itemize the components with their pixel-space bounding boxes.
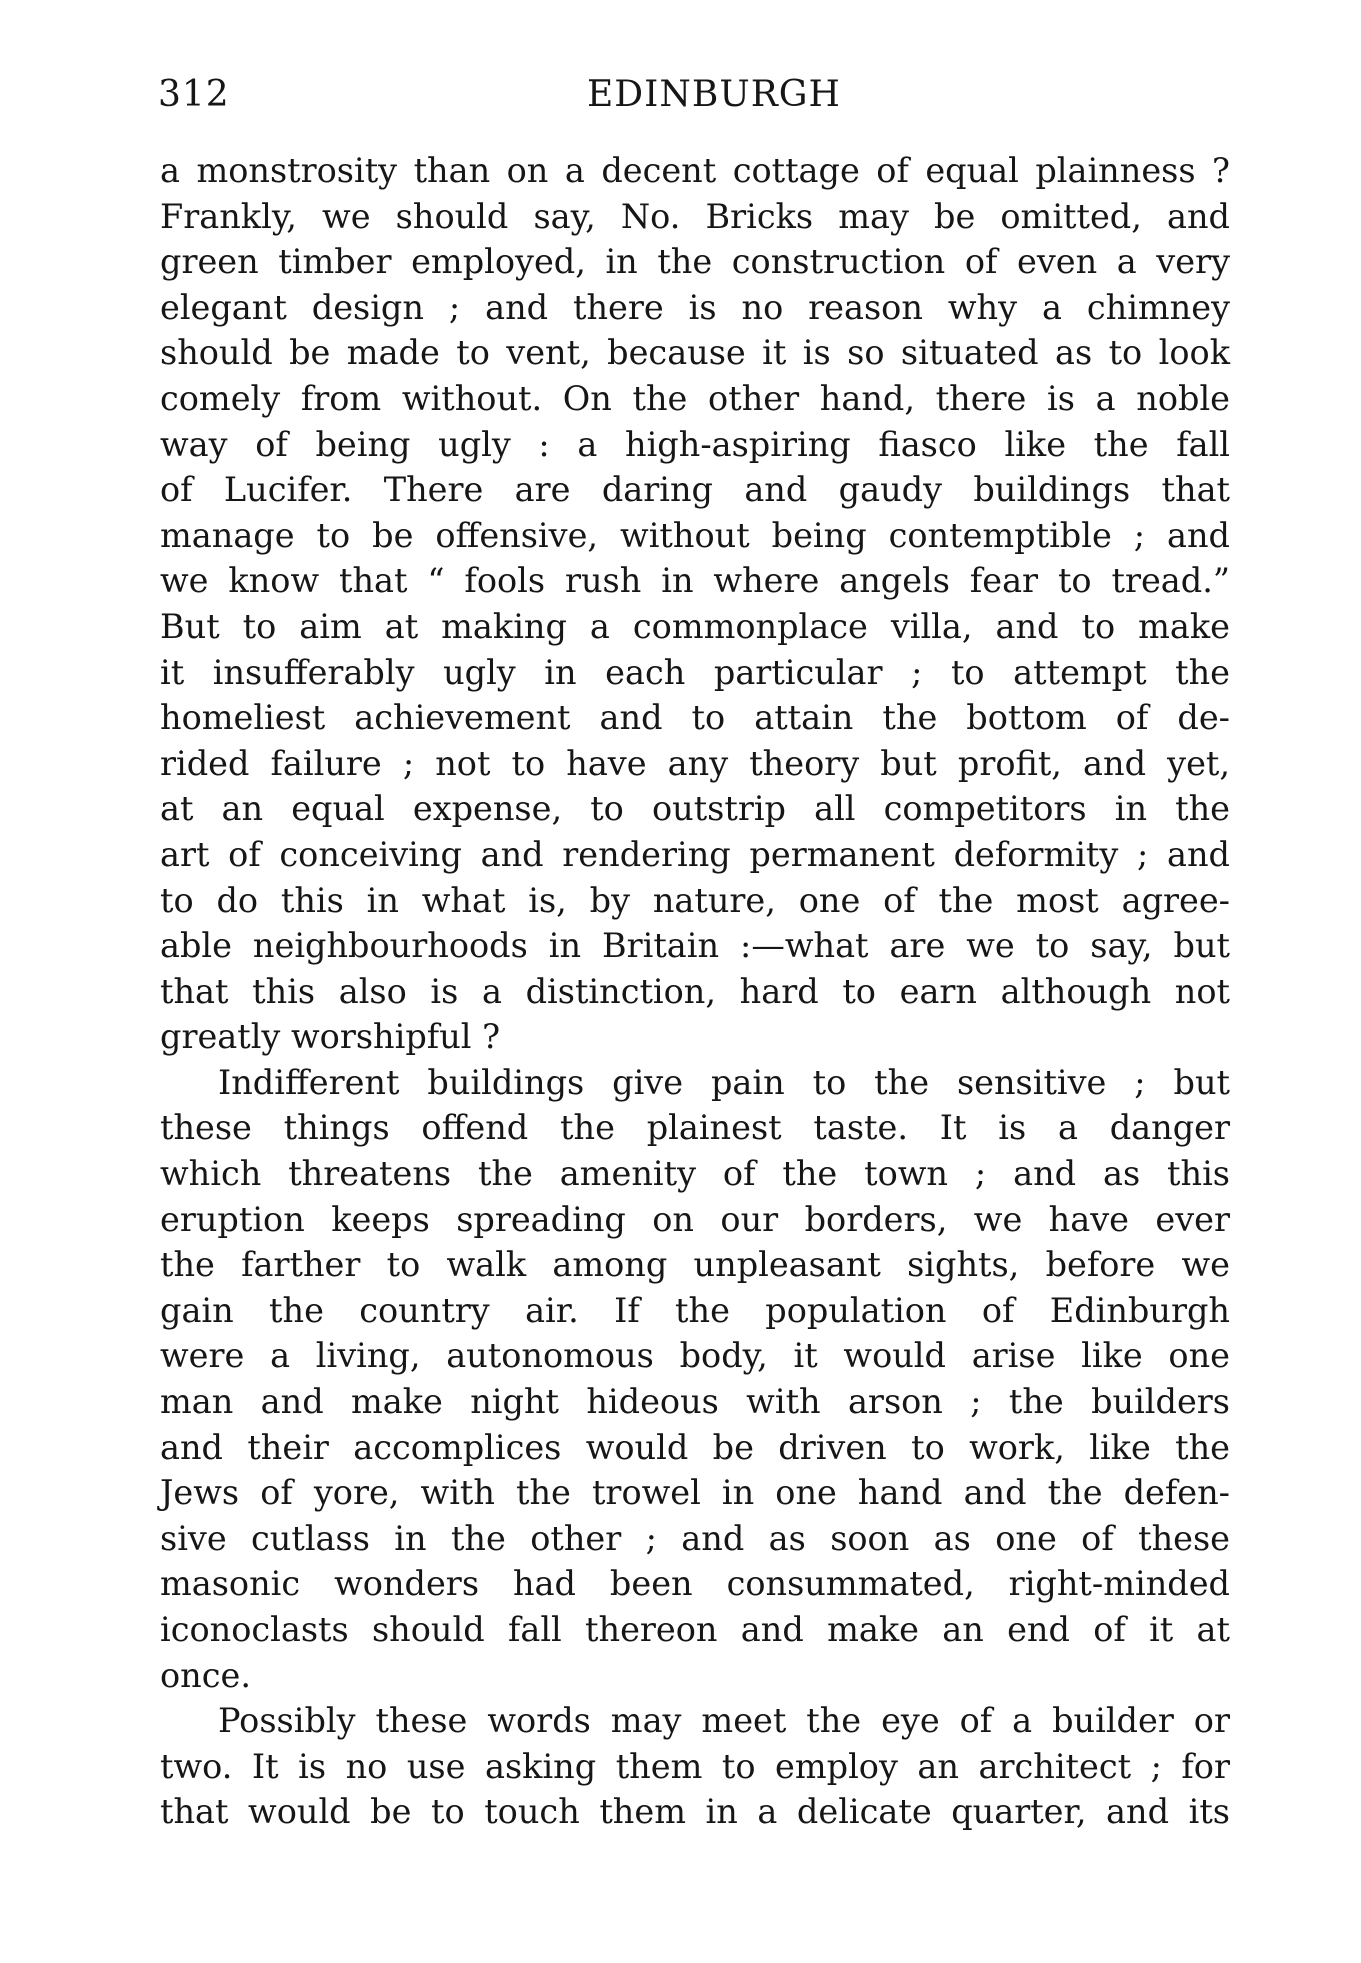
text-line: which threatens the amenity of the town ; and as this [160, 1154, 1230, 1194]
text-line: homeliest achievement and to attain the bottom of de- [160, 698, 1230, 738]
page-number: 312 [158, 74, 230, 115]
text-line: once. [160, 1655, 251, 1695]
text-line: able neighbourhoods in Britain :—what are we to say, but [160, 926, 1230, 966]
text-line: way of being ugly : a high-aspiring fiasco like the fall [160, 424, 1230, 464]
text-line: a monstrosity than on a decent cottage of equal plainness ? [160, 151, 1230, 190]
text-line: of Lucifer. There are daring and gaudy buildings that [160, 470, 1230, 510]
text-line: art of conceiving and rendering permanent deformity ; and [160, 834, 1230, 874]
text-line: eruption keeps spreading on our borders, we have ever [160, 1199, 1230, 1239]
text-line: that would be to touch them in a delicate quarter, and its [160, 1792, 1230, 1832]
text-line: comely from without. On the other hand, there is a noble [160, 378, 1230, 418]
text-line: rided failure ; not to have any theory but profit, and yet, [160, 743, 1230, 783]
text-line: the farther to walk among unpleasant sights, before we [160, 1245, 1230, 1285]
text-line: Indifferent buildings give pain to the sensitive ; but [218, 1062, 1230, 1102]
text-line: two. It is no use asking them to employ an architect ; for [160, 1746, 1230, 1786]
text-line: Jews of yore, with the trowel in one hand and the defen- [160, 1473, 1230, 1513]
text-line: these things offend the plainest taste. It is a danger [160, 1108, 1230, 1148]
text-line: to do this in what is, by nature, one of the most agree- [160, 880, 1230, 920]
text-line: man and make night hideous with arson ; the builders [160, 1382, 1230, 1422]
text-line: it insufferably ugly in each particular ; to attempt the [160, 652, 1230, 692]
text-line: at an equal expense, to outstrip all competitors in the [160, 789, 1230, 829]
text-line: sive cutlass in the other ; and as soon as one of these [160, 1518, 1230, 1558]
text-line: But to aim at making a commonplace villa, and to make [160, 606, 1230, 646]
paragraph-2 [160, 1060, 1230, 1698]
text-line: were a living, autonomous body, it would arise like one [160, 1336, 1230, 1376]
text-line: gain the country air. If the population of Edinburgh [160, 1290, 1230, 1330]
body-text [160, 148, 1230, 1835]
text-line: Possibly these words may meet the eye of a builder or [218, 1701, 1230, 1741]
running-head [158, 68, 1230, 128]
text-line: iconoclasts should fall thereon and make an end of it at [160, 1610, 1230, 1649]
text-line: Frankly, we should say, No. Bricks may be omitted, and [160, 196, 1230, 236]
text-line: masonic wonders had been consummated, right-minded [160, 1564, 1230, 1604]
text-line: should be made to vent, because it is so situated as to look [160, 333, 1230, 373]
text-line: green timber employed, in the construction of even a very [160, 242, 1230, 282]
text-line: manage to be offensive, without being contemptible ; and [160, 515, 1230, 555]
text-line: that this also is a distinction, hard to earn although not [160, 971, 1230, 1011]
paragraph-3 [160, 1698, 1230, 1835]
text-line: greatly worshipful ? [160, 1017, 501, 1057]
text-line: we know that “ fools rush in where angels fear to tread.” [160, 561, 1230, 601]
running-title: EDINBURGH [587, 74, 841, 115]
paragraph-1 [160, 148, 1230, 1060]
text-line: elegant design ; and there is no reason why a chimney [160, 287, 1230, 327]
text-line: and their accomplices would be driven to work, like the [160, 1427, 1230, 1467]
